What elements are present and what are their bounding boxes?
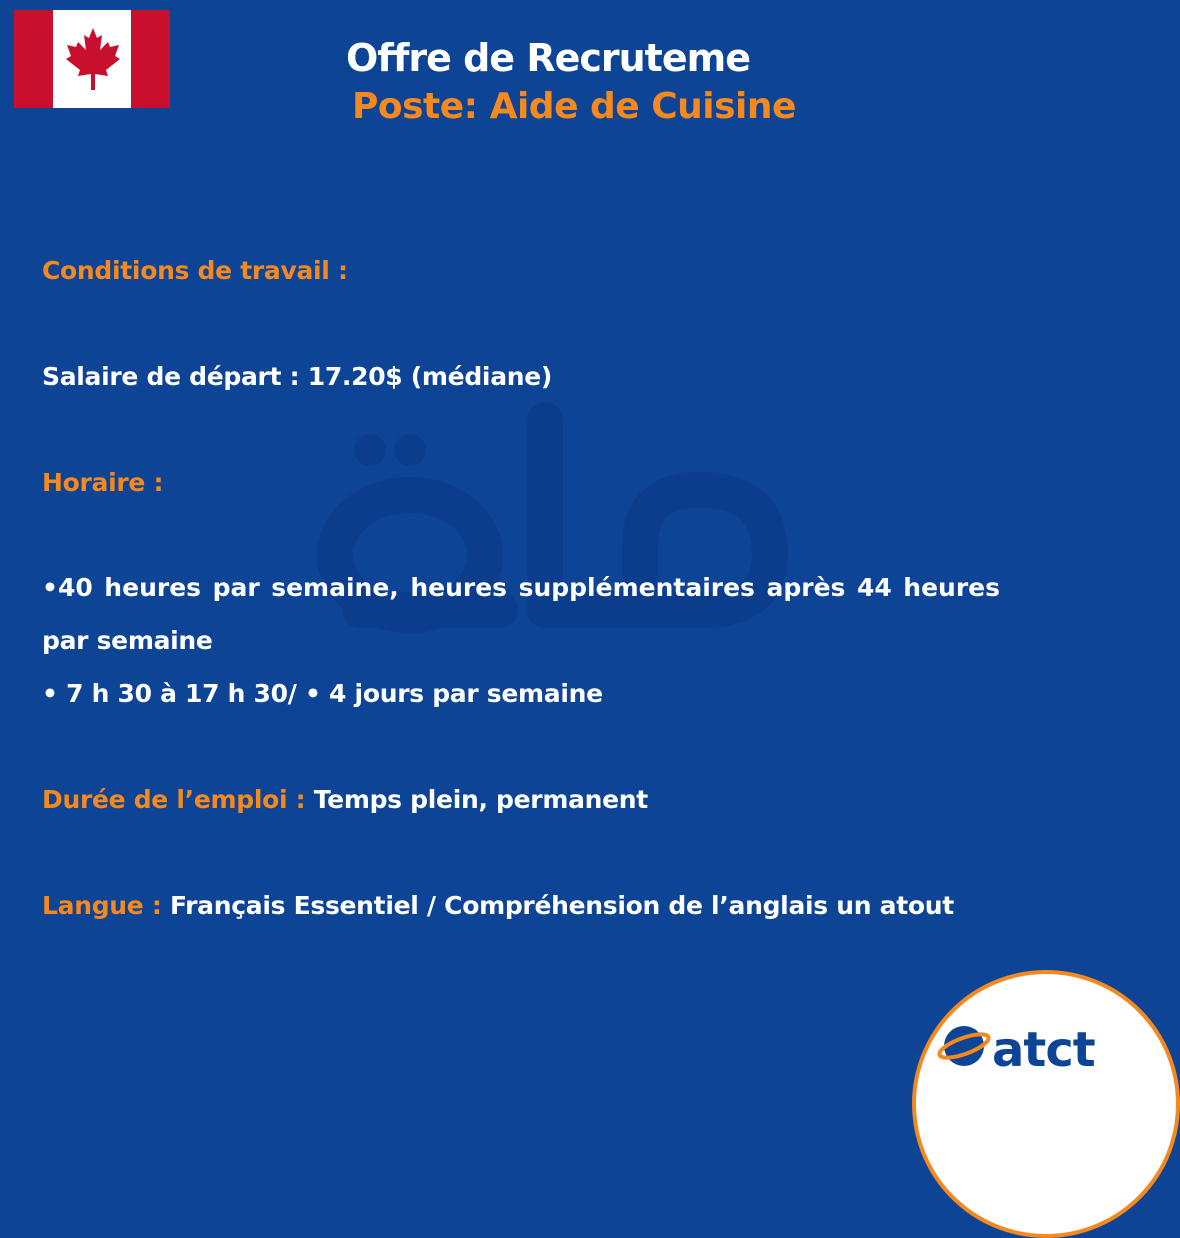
schedule-item-hours: •40 heures par semaine, heures supplémentaires après 44 heures [42,573,1000,602]
schedule-heading: Horaire : [42,468,164,497]
maple-leaf-icon [64,26,122,92]
watermark-logo [300,395,800,640]
flag-left-band [14,10,53,108]
duration-label: Durée de l’emploi : [42,785,306,814]
logo-text: atct [992,1022,1095,1078]
duration-row [42,785,648,814]
schedule-item-days: • 7 h 30 à 17 h 30/ • 4 jours par semaine [42,679,603,708]
language-row [42,891,954,920]
job-title: Poste: Aide de Cuisine [352,86,796,127]
schedule-item-hours-cont: par semaine [42,626,213,655]
flag-right-band [131,10,170,108]
language-label: Langue : [42,891,162,920]
duration-value: Temps plein, permanent [313,785,648,814]
conditions-heading: Conditions de travail : [42,256,348,285]
globe-icon [940,1022,992,1070]
salary-text: Salaire de départ : 17.20$ (médiane) [42,362,553,391]
page-title: Offre de Recruteme [346,36,750,80]
language-value: Français Essentiel / Compréhension de l’anglais un atout [169,891,954,920]
company-logo [912,970,1180,1238]
canada-flag-icon [14,10,170,108]
